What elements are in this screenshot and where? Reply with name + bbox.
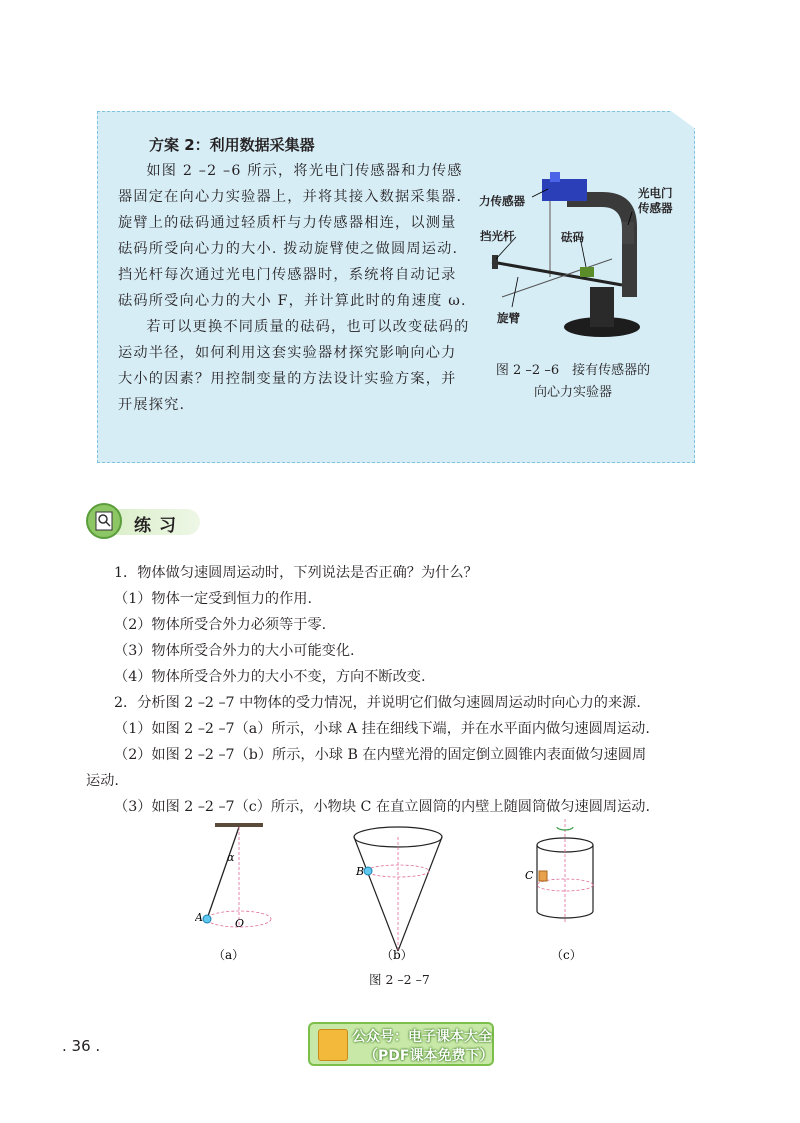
exercise-list bbox=[86, 560, 706, 820]
figure-number: 图 2 –2 –7 bbox=[369, 972, 430, 987]
sublabel-c: （c） bbox=[551, 948, 582, 962]
stamp-line-1: 公众号：电子课本大全 bbox=[352, 1029, 492, 1045]
exercise-line: 2．分析图 2 –2 –7 中物体的受力情况，并说明它们做匀速圆周运动时向心力的来源. bbox=[114, 695, 641, 711]
diagram-b bbox=[354, 827, 442, 951]
figure-caption bbox=[478, 360, 668, 404]
label-arm: 旋臂 bbox=[497, 311, 520, 325]
label-light-bar: 挡光杆 bbox=[480, 229, 515, 243]
sublabel-a: （a） bbox=[213, 948, 245, 962]
page-number: . 36 . bbox=[62, 1037, 101, 1055]
sublabel-b: （b） bbox=[381, 948, 413, 962]
exercise-line: （2）物体所受合外力必须等于零. bbox=[114, 617, 327, 633]
alpha-label: α bbox=[227, 851, 235, 864]
exercise-header bbox=[86, 503, 201, 541]
point-o-label: O bbox=[235, 917, 245, 930]
exercise-line: 运动. bbox=[86, 773, 119, 789]
watermark-stamp bbox=[308, 1022, 494, 1066]
label-photogate: 光电门 传感器 bbox=[638, 186, 673, 215]
force-sensor-body bbox=[542, 179, 587, 201]
exercise-line: （1）物体一定受到恒力的作用. bbox=[114, 591, 312, 607]
label-weight: 砝码 bbox=[561, 230, 584, 244]
point-b-label: B bbox=[356, 865, 365, 878]
stamp-line-2: （PDF课本免费下） bbox=[364, 1048, 494, 1064]
exercise-line: （3）如图 2 –2 –7（c）所示，小物块 C 在直立圆筒的内壁上随圆筒做匀速圆周运动. bbox=[114, 799, 650, 815]
rotating-arm bbox=[492, 262, 622, 285]
exercise-line: （4）物体所受合外力的大小不变，方向不断改变. bbox=[114, 669, 426, 685]
magnifier-icon bbox=[86, 503, 122, 539]
base-column bbox=[590, 287, 614, 327]
exercise-title: 练习 bbox=[134, 516, 184, 536]
photogate-block bbox=[622, 222, 634, 244]
plan-title: 方案 2：利用数据采集器 bbox=[149, 136, 315, 154]
weight-block bbox=[580, 267, 594, 277]
exercise-line: （2）如图 2 –2 –7（b）所示，小球 B 在内壁光滑的固定倒立圆锥内表面做匀速圆周 bbox=[114, 747, 647, 763]
diagram-a bbox=[195, 823, 271, 930]
exercise-line: （1）如图 2 –2 –7（a）所示，小球 A 挂在细线下端，并在水平面内做匀速圆周运动. bbox=[114, 721, 650, 737]
exercise-line: （3）物体所受合外力的大小可能变化. bbox=[114, 643, 355, 659]
figure-2-2-7 bbox=[195, 815, 615, 995]
point-a-label: A bbox=[195, 911, 203, 924]
point-c-label: C bbox=[525, 869, 534, 882]
label-force-sensor: 力传感器 bbox=[479, 194, 525, 208]
diagram-c bbox=[525, 819, 593, 923]
caption-line-2: 向心力实验器 bbox=[533, 385, 612, 400]
plan-paragraph: 若可以更换不同质量的砝码，也可以改变砝码的运动半径，如何利用这套实验器材探究影响向心力大小的因素？用控制变量的方法设计实验方案，并开展探究. bbox=[118, 319, 470, 413]
caption-line-1: 图 2 –2 –6 接有传感器的 bbox=[495, 363, 651, 378]
plan-paragraph: 如图 2 –2 –6 所示，将光电门传感器和力传感器固定在向心力实验器上，并将其接入数据采集器. 旋臂上的砝码通过轻质杆与力传感器相连，以测量砝码所受向心力的大小. 拨动旋臂使之做圆周运动. 挡光杆每次通过光电门传感器时，系统将自动记录砝码所受向心力的大小 F，并计算此时的角速度 ω. bbox=[118, 163, 467, 309]
book-icon bbox=[318, 1029, 348, 1061]
exercise-line: 1．物体做匀速圆周运动时，下列说法是否正确？为什么？ bbox=[114, 565, 478, 581]
plan-body bbox=[118, 158, 470, 418]
